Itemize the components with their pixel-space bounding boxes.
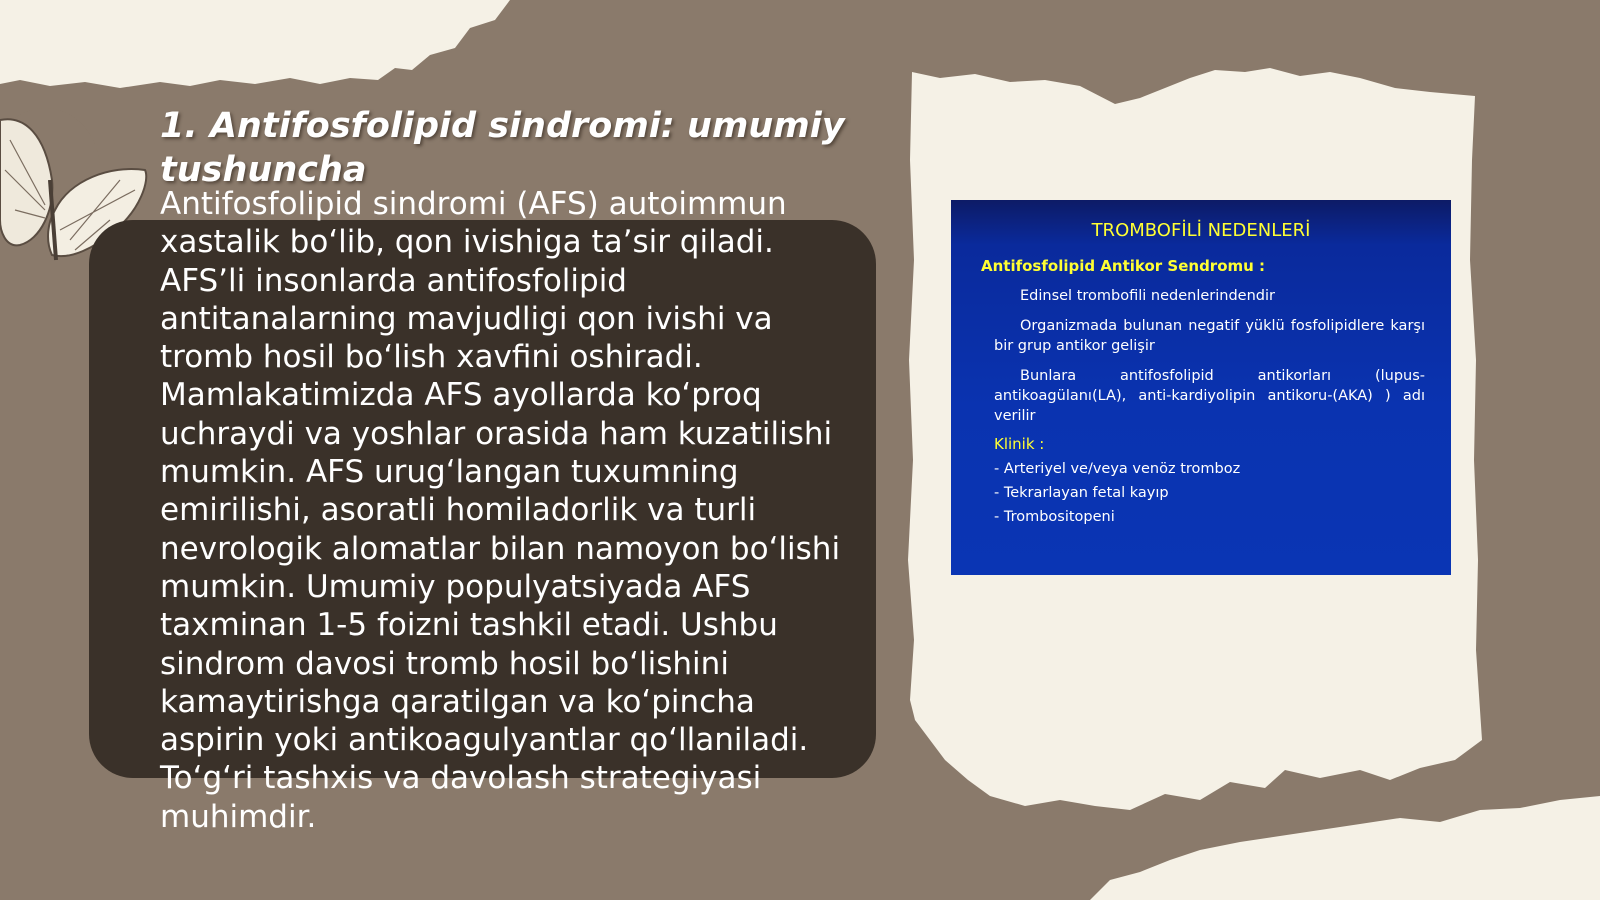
embedded-slide-list-item: - Arteriyel ve/veya venöz tromboz — [994, 461, 1241, 477]
embedded-slide-clinic-label: Klinik : — [994, 435, 1045, 453]
embedded-slide-paragraph: Edinsel trombofili nedenlerindendir — [1020, 288, 1275, 304]
slide-body-text: Antifosfolipid sindromi (AFS) autoimmun xastalik bo‘lib, qon ivishiga ta’sir qiladi. AFS’li insonlarda antifosfolipid antitanalarning mavjudligi qon ivishi va tromb hosil bo‘lish xavfini oshiradi. Mamlakatimizda AFS ayollarda ko‘proq uchraydi va yoshlar orasida ham kuzatilishi mumkin. AFS urug‘langan tuxumning emirilishi, asoratli homiladorlik va turli nevrologik alomatlar bilan namoyon bo‘lishi mumkin. Umumiy populyatsiyada AFS taxminan 1-5 foizni tashkil etadi. Ushbu sindrom davosi tromb hosil bo‘lishini kamaytirishga qaratilgan va ko‘pincha aspirin yoki antikoagulyantlar qo‘llaniladi. To‘g‘ri tashxis va davolash strategiyasi muhimdir. — [160, 186, 841, 835]
embedded-slide-title: TROMBOFİLİ NEDENLERİ — [1091, 220, 1311, 241]
torn-paper-bottom-right — [1090, 796, 1600, 900]
embedded-slide-paragraph: Bunlara antifosfolipid antikorları (lupus-antikoagülanı(LA), anti-kardiyolipin antikoru-(AKA) ) adı verilir — [994, 368, 1425, 424]
embedded-slide-list-item: - Trombositopeni — [994, 509, 1115, 525]
torn-paper-top-left — [0, 0, 510, 88]
slide-title: 1. Antifosfolipid sindromi: umumiy tushuncha — [160, 106, 845, 190]
embedded-slide-subtitle: Antifosfolipid Antikor Sendromu : — [981, 257, 1266, 275]
embedded-slide-image — [951, 200, 1451, 575]
embedded-slide-list-item: - Tekrarlayan fetal kayıp — [994, 485, 1169, 501]
embedded-slide-paragraph: Organizmada bulunan negatif yüklü fosfolipidlere karşı bir grup antikor gelişir — [994, 318, 1425, 354]
